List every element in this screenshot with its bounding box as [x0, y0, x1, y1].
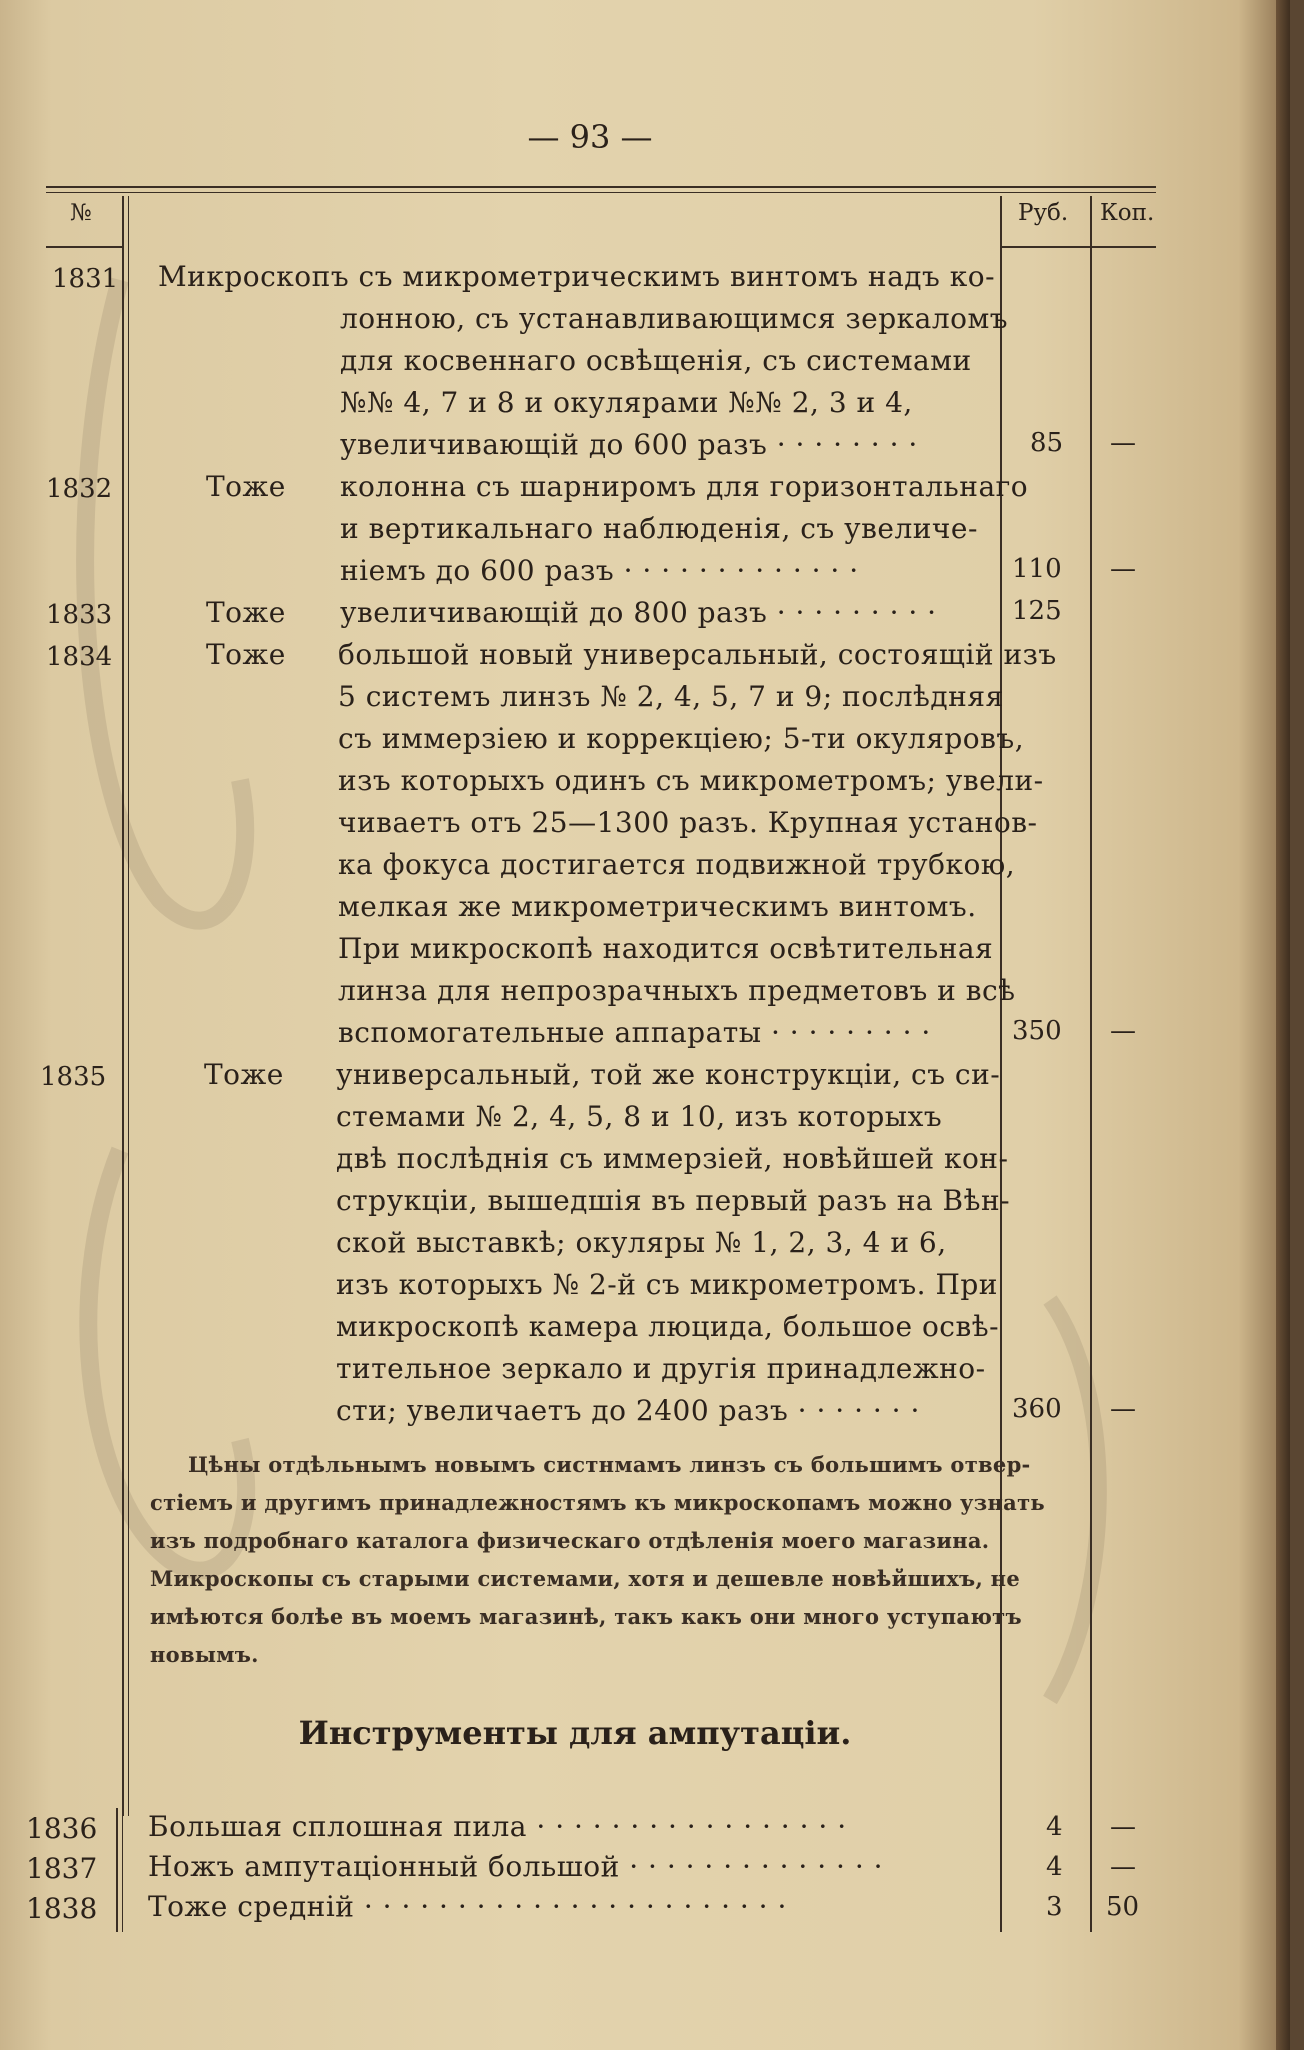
entry-number: 1832 [46, 474, 113, 504]
note-line: новымъ. [150, 1642, 259, 1667]
entry-line: мелкая же микрометрическимъ винтомъ. [338, 890, 977, 923]
note-line: изъ подробнаго каталога физическаго отдѣленія моего магазина. [150, 1528, 990, 1553]
item-price-kop: — [1110, 1852, 1136, 1882]
header-number: № [70, 200, 92, 226]
entry-price-kop: — [1110, 1394, 1136, 1424]
note-line: стіемъ и другимъ принадлежностямъ къ микроскопамъ можно узнать [150, 1490, 1045, 1515]
item-text: Ножъ ампутаціонный большой · · · · · · · · · · · · · · [148, 1850, 884, 1883]
column-rule-number-lower-2 [122, 1808, 123, 1932]
entry-line: сти; увеличаетъ до 2400 разъ · · · · · · · [336, 1394, 920, 1427]
header-rub: Руб. [1018, 200, 1069, 226]
header-kop: Коп. [1100, 200, 1155, 226]
section-title: Инструменты для ампутаціи. [298, 1714, 852, 1752]
column-rule-rub [1000, 196, 1002, 1896]
entry-line: чиваетъ отъ 25—1300 разъ. Крупная установ- [338, 806, 1038, 839]
entry-line: для косвеннаго освѣщенія, съ системами [340, 344, 972, 377]
entry-line: тительное зеркало и другія принадлежно- [336, 1352, 986, 1385]
entry-line: двѣ послѣднія съ иммерзіей, новѣйшей кон- [336, 1142, 1009, 1175]
column-rule-number-lower [116, 1808, 118, 1932]
entry-number: 1835 [40, 1062, 107, 1092]
note-line: Микроскопы съ старыми системами, хотя и дешевле новѣйшихъ, не [150, 1566, 1020, 1591]
entry-line: лонною, съ устанавливающимся зеркаломъ [340, 302, 1009, 335]
entry-line: линза для непрозрачныхъ предметовъ и всѣ [338, 974, 1016, 1007]
entry-line: увеличивающій до 600 разъ · · · · · · · · [340, 428, 918, 461]
column-rule-kop [1090, 196, 1092, 1896]
entry-line: микроскопѣ камера люцида, большое освѣ- [336, 1310, 1000, 1343]
entry-price-rub: 350 [1012, 1016, 1062, 1046]
entry-prefix: Тоже [206, 596, 286, 629]
entry-price-kop: — [1110, 428, 1136, 458]
entry-number: 1833 [46, 600, 113, 630]
entry-line: ніемъ до 600 разъ · · · · · · · · · · · · · [340, 554, 859, 587]
entry-line: Микроскопъ съ микрометрическимъ винтомъ надъ ко- [158, 260, 996, 293]
entry-price-rub: 360 [1012, 1394, 1062, 1424]
entry-price-rub: 85 [1030, 428, 1064, 458]
entry-price-kop: — [1110, 1016, 1136, 1046]
entry-price-kop: — [1110, 554, 1136, 584]
entry-price-rub: 125 [1012, 596, 1062, 626]
item-price-kop: — [1110, 1812, 1136, 1842]
note-line: Цѣны отдѣльнымъ новымъ систнмамъ линзъ съ большимъ отвер- [188, 1452, 1031, 1477]
entry-line: струкціи, вышедшія въ первый разъ на Вѣн- [336, 1184, 1011, 1217]
column-rule-kop-lower [1090, 1808, 1092, 1932]
header-top-rule [46, 186, 1156, 188]
entry-line: большой новый универсальный, состоящій изъ [338, 638, 1057, 671]
item-number: 1837 [26, 1852, 98, 1885]
entry-line: и вертикальнаго наблюденія, съ увеличе- [340, 512, 978, 545]
column-rule-rub-lower [1000, 1808, 1002, 1932]
entry-line: универсальный, той же конструкціи, съ си- [336, 1058, 1001, 1091]
header-bottom-rule-prices [1000, 246, 1156, 248]
page-number: — 93 — [527, 118, 653, 156]
entry-number: 1834 [46, 642, 113, 672]
column-rule-number-2 [128, 196, 129, 1816]
entry-number: 1831 [52, 264, 119, 294]
item-number: 1838 [26, 1892, 98, 1925]
entry-prefix: Тоже [206, 470, 286, 503]
header-top-rule-2 [46, 192, 1156, 193]
item-price-rub: 3 [1046, 1892, 1063, 1922]
item-number: 1836 [26, 1812, 98, 1845]
entry-line: съ иммерзіею и коррекціею; 5-ти окуляровъ, [338, 722, 1025, 755]
entry-line: стемами № 2, 4, 5, 8 и 10, изъ которыхъ [336, 1100, 943, 1133]
entry-line: изъ которыхъ одинъ съ микрометромъ; увели- [338, 764, 1044, 797]
entry-line: №№ 4, 7 и 8 и окулярами №№ 2, 3 и 4, [340, 386, 913, 419]
header-bottom-rule [46, 246, 124, 248]
item-text: Большая сплошная пила · · · · · · · · · · · · · · · · · [148, 1810, 847, 1843]
entry-line: увеличивающій до 800 разъ · · · · · · · · · [340, 596, 937, 629]
entry-line: ской выставкѣ; окуляры № 1, 2, 3, 4 и 6, [336, 1226, 947, 1259]
entry-line: 5 системъ линзъ № 2, 4, 5, 7 и 9; послѣдняя [338, 680, 1004, 713]
note-line: имѣются болѣе въ моемъ магазинѣ, такъ какъ они много уступаютъ [150, 1604, 1022, 1629]
entry-prefix: Тоже [206, 638, 286, 671]
book-binding-edge [1276, 0, 1290, 2050]
item-price-rub: 4 [1046, 1852, 1063, 1882]
entry-line: ка фокуса достигается подвижной трубкою, [338, 848, 1016, 881]
item-text: Тоже средній · · · · · · · · · · · · · · · · · · · · · · · [148, 1890, 787, 1923]
entry-line: колонна съ шарниромъ для горизонтальнаго [340, 470, 1029, 503]
item-price-kop: 50 [1106, 1892, 1140, 1922]
entry-line: изъ которыхъ № 2-й съ микрометромъ. При [336, 1268, 998, 1301]
entry-prefix: Тоже [204, 1058, 284, 1091]
entry-price-rub: 110 [1012, 554, 1062, 584]
item-price-rub: 4 [1046, 1812, 1063, 1842]
column-rule-number [122, 196, 124, 1816]
entry-line: вспомогательные аппараты · · · · · · · · · [338, 1016, 931, 1049]
entry-line: При микроскопѣ находится освѣтительная [338, 932, 994, 965]
